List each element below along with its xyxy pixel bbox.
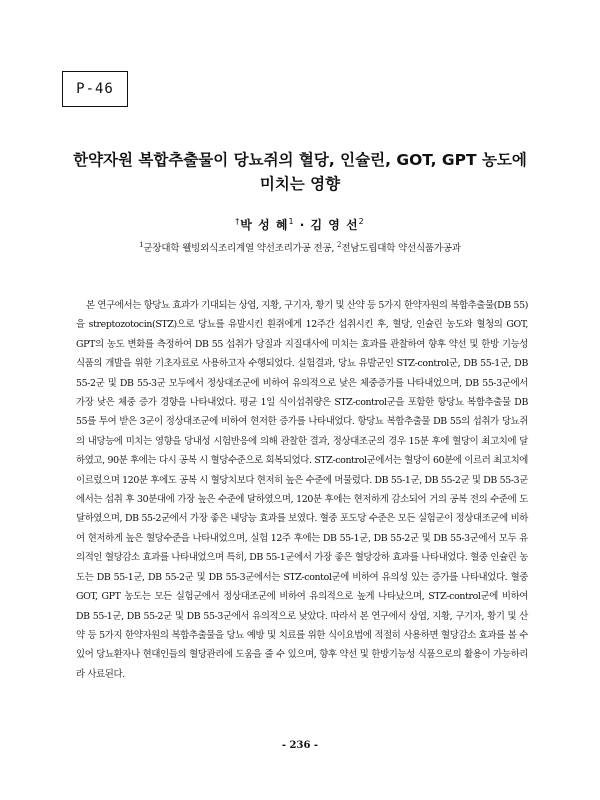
affiliation-line	[40, 240, 560, 254]
title-line-1: 한약자원 복합추출물이 당뇨쥐의 혈당, 인슐린, GOT, GPT 농도에	[73, 151, 527, 169]
abstract-body: 본 연구에서는 항당뇨 효과가 기대되는 상엽, 지황, 구기자, 황기 및 산약 등 5가지 한약자원의 복합추출물(DB 55)을 streptozotocin(STZ)으로 당뇨를 유발시킨 흰쥐에게 12주간 섭취시킨 후, 혈당, 인슐린 농도와 혈청의 GOT, GPT의 농도 변화를 측정하여 DB 55 섭취가 당질과 지질대사에 미치는 효과를 관찰하여 향후 약선 및 한방 기능성 식품의 개발을 위한 기초자료로 사용하고자 수행되었다. 실험결과, 당뇨 유발군인 STZ-control군, DB 55-1군, DB 55-2군 및 DB 55-3군 모두에서 정상대조군에 비하여 유의적으로 낮은 체중증가를 나타내었으며, DB 55-3군에서 가장 낮은 체중 증가 경향을 나타내었다. 평균 1일 식이섭취량은 STZ-control군을 포함한 항당뇨 복합추출물 DB 55를 투여 받은 3군이 정상대조군에 비하여 현저한 증가를 나타내었다. 항당뇨 복합추출물 DB 55의 섭취가 당뇨쥐의 내당능에 미치는 영향을 당내성 시험반응에 의해 관찰한 결과, 정상대조군의 경우 15분 후에 혈당이 최고치에 달하였고, 90분 후에는 다시 공복 시 혈당수준으로 회복되었다. STZ-control군에서는 혈당이 60분에 이르러 최고치에 이르렀으며 120분 후에도 공복 시 혈당치보다 현저히 높은 수준에 머물렀다. DB 55-1군, DB 55-2군 및 DB 55-3군에서는 섭취 후 30분대에 가장 높은 수준에 달하였으며, 120분 후에는 현저하게 감소되어 거의 공복 전의 수준에 도달하였으며, DB 55-2군에서 가장 좋은 내당능 효과를 보였다. 혈중 포도당 수준은 모든 실험군이 정상대조군에 비하여 현저하게 높은 혈당수준을 나타내었으며, 실험 12주 후에는 DB 55-1군, DB 55-2군 및 DB 55-3군에서 모두 유의적인 혈당감소 효과를 나타내었으며 특히, DB 55-1군에서 가장 좋은 혈당강하 효과를 나타내었다. 혈중 인슐린 농도는 DB 55-1군, DB 55-2군 및 DB 55-3군에서는 STZ-contol군에 비하여 유의성 있는 증가를 나타내었다. 혈중 GOT, GPT 농도는 모든 실험군에서 정상대조군에 비하여 유의적으로 높게 나타났으며, STZ-control군에 비하여 DB 55-1군, DB 55-2군 및 DB 55-3군에서 유의적으로 낮았다. 따라서 본 연구에서 상엽, 지황, 구기자, 황기 및 산약 등 5가지 한약자원의 복합추출물을 당뇨 예방 및 치료를 위한 식이요법에 적절히 사용하면 혈당감소 효과를 볼 수 있어 당뇨환자나 현대인들의 혈당관리에 도움을 줄 수 있으며, 향후 약선 및 한방기능성 식품으로의 활용이 가능하리라 사료된다.	[76, 300, 528, 680]
page-number: - 236 -	[281, 740, 319, 751]
affil-2: 전남도립대학 약선식품가공과	[341, 243, 461, 254]
author-separator: ·	[294, 218, 311, 232]
author-1: 박 성 혜	[240, 218, 289, 232]
poster-label-text: P-46	[76, 81, 114, 97]
title-line-2: 미치는 영향	[259, 175, 341, 193]
author-1-affil-mark: 1	[288, 217, 295, 226]
affil-2-mark: 2	[337, 240, 342, 249]
paper-title	[40, 148, 560, 196]
author-line	[40, 216, 560, 233]
affil-1-mark: 1	[139, 240, 144, 249]
corresponding-mark: †	[235, 217, 241, 226]
poster-label	[62, 71, 128, 107]
author-2-affil-mark: 2	[358, 217, 365, 226]
affil-1: 군장대학 웰빙외식조리계열 약선조리가공 전공,	[143, 243, 338, 254]
author-2: 김 영 선	[310, 218, 359, 232]
